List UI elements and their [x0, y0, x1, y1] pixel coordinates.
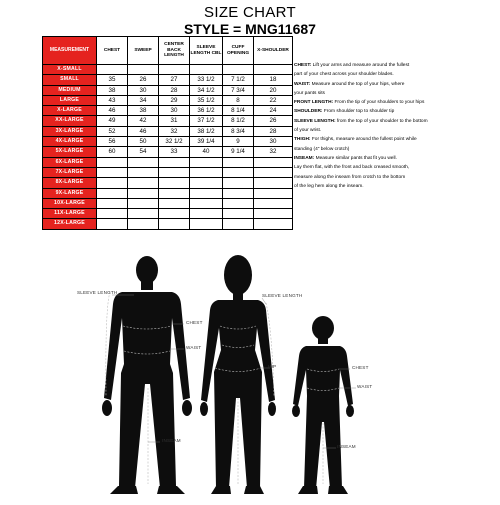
table-cell: [159, 167, 190, 177]
table-cell: 30: [159, 106, 190, 116]
size-label: X-SMALL: [43, 65, 97, 75]
measuring-guide: [294, 61, 500, 191]
table-cell: [159, 198, 190, 208]
guide-text: Lay them flat, with the front and back creased smooth,: [294, 165, 410, 171]
table-cell: [97, 157, 128, 167]
table-cell: [159, 65, 190, 75]
table-cell: 8 1/4: [223, 106, 254, 116]
table-cell: 22: [254, 95, 293, 105]
size-label: 3X-LARGE: [43, 126, 97, 136]
size-label: LARGE: [43, 95, 97, 105]
guide-text: From the tip of your shoulders to your hips: [333, 100, 425, 106]
guide-term: CHEST:: [294, 63, 312, 68]
child-chest-label: CHEST: [352, 365, 369, 370]
table-cell: 46: [128, 126, 159, 136]
size-label: 6X-LARGE: [43, 157, 97, 167]
style-number: STYLE = MNG11687: [184, 21, 316, 37]
guide-line: [294, 80, 500, 89]
table-cell: [128, 157, 159, 167]
size-label: SMALL: [43, 75, 97, 85]
table-cell: 52: [97, 126, 128, 136]
guide-text: of the leg hem along the inseam.: [294, 183, 364, 189]
table-row: [43, 157, 293, 167]
table-cell: 31: [159, 116, 190, 126]
woman-sleeve-label: SLEEVE LENGTH: [262, 293, 303, 298]
table-cell: [190, 198, 223, 208]
table-cell: [97, 167, 128, 177]
size-label: 11X-LARGE: [43, 209, 97, 219]
guide-line: [294, 126, 500, 135]
table-cell: 18: [254, 75, 293, 85]
size-label: XX-LARGE: [43, 116, 97, 126]
table-cell: [97, 178, 128, 188]
table-row: [43, 219, 293, 229]
table-cell: [254, 65, 293, 75]
table-cell: 8 1/2: [223, 116, 254, 126]
guide-line: [294, 173, 500, 182]
table-cell: [223, 65, 254, 75]
table-row: [43, 106, 293, 116]
table-cell: 54: [128, 147, 159, 157]
table-cell: [159, 178, 190, 188]
column-header: SWEEP: [128, 37, 159, 65]
table-cell: 56: [97, 137, 128, 147]
size-label: 4X-LARGE: [43, 137, 97, 147]
table-cell: [97, 188, 128, 198]
table-cell: 9: [223, 137, 254, 147]
guide-line: [294, 154, 500, 163]
guide-line: [294, 182, 500, 191]
guide-text: from the top of your shoulder to the bottom: [335, 118, 428, 124]
guide-term: INSEAM:: [294, 155, 315, 161]
table-cell: 26: [254, 116, 293, 126]
table-cell: [254, 178, 293, 188]
table-cell: [190, 209, 223, 219]
column-header: SLEEVE LENGTH CBL: [190, 37, 223, 65]
table-row: [43, 167, 293, 177]
table-cell: [159, 188, 190, 198]
table-cell: 34: [128, 95, 159, 105]
table-cell: 8 3/4: [223, 126, 254, 136]
table-cell: [223, 198, 254, 208]
guide-text: From shoulder top to shoulder tip: [322, 109, 395, 115]
table-cell: 28: [254, 126, 293, 136]
table-cell: [223, 157, 254, 167]
guide-text: Lift your arms and measure around the fullest: [311, 63, 410, 68]
guide-text: For thighs, measure around the fullest point while: [310, 137, 417, 143]
guide-line: [294, 89, 500, 98]
size-label: 5X-LARGE: [43, 147, 97, 157]
guide-text: part of your chest across your shoulder blades.: [294, 72, 394, 78]
table-cell: [190, 178, 223, 188]
table-cell: [223, 178, 254, 188]
table-cell: 30: [128, 85, 159, 95]
woman-hip-label: HIP: [268, 364, 277, 369]
table-cell: [190, 188, 223, 198]
table-cell: 9 1/4: [223, 147, 254, 157]
table-cell: 32: [159, 126, 190, 136]
table-row: [43, 95, 293, 105]
table-cell: [223, 167, 254, 177]
table-cell: [128, 209, 159, 219]
guide-term: SLEEVE LENGTH:: [294, 118, 336, 124]
table-cell: 34 1/2: [190, 85, 223, 95]
guide-line: [294, 98, 500, 107]
table-cell: 40: [190, 147, 223, 157]
man-chest-label: CHEST: [186, 320, 203, 325]
table-row: [43, 178, 293, 188]
guide-text: Measure similar pants that fit you well.: [314, 155, 397, 161]
table-cell: 26: [128, 75, 159, 85]
guide-line: [294, 117, 500, 126]
table-row: [43, 65, 293, 75]
column-header: CENTER BACK LENGTH: [159, 37, 190, 65]
table-cell: 38 1/2: [190, 126, 223, 136]
table-cell: [97, 65, 128, 75]
table-cell: [254, 188, 293, 198]
guide-text: Measure around the top of your hips, where: [310, 81, 405, 87]
table-cell: [223, 209, 254, 219]
table-cell: [97, 198, 128, 208]
table-cell: 49: [97, 116, 128, 126]
size-label: X-LARGE: [43, 106, 97, 116]
table-cell: 30: [254, 137, 293, 147]
table-cell: 32: [254, 147, 293, 157]
table-cell: 33 1/2: [190, 75, 223, 85]
table-cell: [254, 209, 293, 219]
table-cell: [254, 198, 293, 208]
page-title: SIZE CHART: [204, 4, 296, 21]
table-cell: 36 1/2: [190, 106, 223, 116]
table-cell: [223, 219, 254, 229]
guide-line: [294, 61, 500, 70]
table-cell: [97, 219, 128, 229]
table-row: [43, 188, 293, 198]
table-cell: [128, 219, 159, 229]
table-row: [43, 209, 293, 219]
guide-text: of your wrist.: [294, 128, 322, 134]
table-cell: [190, 65, 223, 75]
guide-line: [294, 135, 500, 144]
size-chart-table: [42, 36, 293, 230]
table-cell: 60: [97, 147, 128, 157]
man-waist-label: WAIST: [186, 345, 202, 350]
size-label: 12X-LARGE: [43, 219, 97, 229]
guide-line: [294, 163, 500, 172]
guide-term: FRONT LENGTH:: [294, 100, 334, 106]
guide-text: your pants sits: [294, 90, 325, 96]
guide-term: SHOULDER:: [294, 109, 323, 115]
table-row: [43, 75, 293, 85]
table-row: [43, 126, 293, 136]
table-cell: [190, 219, 223, 229]
size-label: 9X-LARGE: [43, 188, 97, 198]
table-cell: 8: [223, 95, 254, 105]
table-cell: 50: [128, 137, 159, 147]
table-cell: 43: [97, 95, 128, 105]
table-row: [43, 116, 293, 126]
table-cell: [128, 188, 159, 198]
table-cell: [128, 178, 159, 188]
size-label: MEDIUM: [43, 85, 97, 95]
guide-text: measure along the inseam from crotch to the bottom: [294, 174, 406, 180]
size-label: 8X-LARGE: [43, 178, 97, 188]
table-cell: 42: [128, 116, 159, 126]
table-row: [43, 147, 293, 157]
column-header: CHEST: [97, 37, 128, 65]
table-cell: 7 1/2: [223, 75, 254, 85]
man-sleeve-label: SLEEVE LENGTH: [77, 290, 118, 295]
silhouettes-illustration: [0, 248, 500, 500]
table-cell: [159, 157, 190, 167]
size-label: 10X-LARGE: [43, 198, 97, 208]
guide-line: [294, 145, 500, 154]
column-header: X-SHOULDER: [254, 37, 293, 65]
table-cell: [190, 157, 223, 167]
table-header-row: [43, 37, 293, 65]
table-cell: 38: [97, 85, 128, 95]
table-cell: 29: [159, 95, 190, 105]
table-cell: [254, 167, 293, 177]
table-cell: 7 3/4: [223, 85, 254, 95]
child-waist-label: WAIST: [357, 384, 373, 389]
table-cell: [128, 167, 159, 177]
guide-text: standing (4" below crotch): [294, 146, 350, 152]
table-cell: 28: [159, 85, 190, 95]
table-cell: 33: [159, 147, 190, 157]
measurement-figures: [0, 248, 500, 500]
table-row: [43, 85, 293, 95]
table-cell: [97, 209, 128, 219]
table-cell: 35 1/2: [190, 95, 223, 105]
column-header: MEASUREMENT: [43, 37, 97, 65]
child-silhouette: [292, 316, 354, 494]
guide-term: THIGH:: [294, 137, 311, 143]
table-cell: [254, 157, 293, 167]
table-row: [43, 137, 293, 147]
table-cell: [159, 219, 190, 229]
table-cell: [128, 198, 159, 208]
table-cell: 38: [128, 106, 159, 116]
guide-line: [294, 107, 500, 116]
table-cell: [223, 188, 254, 198]
table-cell: [159, 209, 190, 219]
child-inseam-label: INSEAM: [337, 444, 356, 449]
table-cell: [254, 219, 293, 229]
table-cell: 46: [97, 106, 128, 116]
table-cell: 35: [97, 75, 128, 85]
table-cell: 32 1/2: [159, 137, 190, 147]
table-cell: 39 1/4: [190, 137, 223, 147]
guide-term: WAIST:: [294, 81, 311, 87]
man-inseam-label: INSEAM: [162, 438, 181, 443]
column-header: CUFF OPENING: [223, 37, 254, 65]
table-row: [43, 198, 293, 208]
table-cell: 27: [159, 75, 190, 85]
table-cell: 24: [254, 106, 293, 116]
table-cell: [128, 65, 159, 75]
table-cell: 37 1/2: [190, 116, 223, 126]
table-cell: 20: [254, 85, 293, 95]
table-cell: [190, 167, 223, 177]
size-label: 7X-LARGE: [43, 167, 97, 177]
guide-line: [294, 70, 500, 79]
